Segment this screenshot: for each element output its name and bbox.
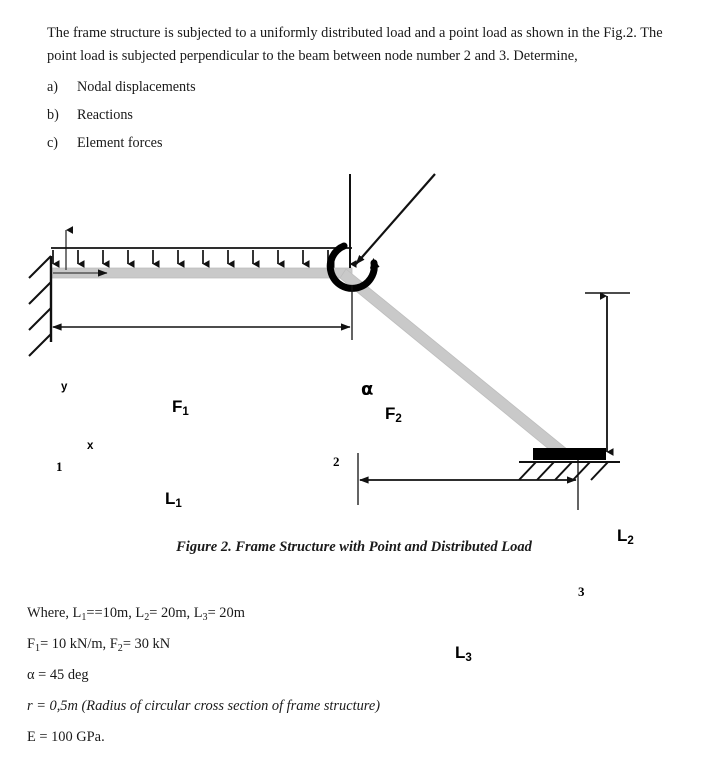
given-lengths-row: Where, $L_1==10m$, $L_2= 20m$, $L_3= 20m$ (27, 605, 245, 623)
distributed-load-F1 (51, 248, 352, 264)
requirement-text: Nodal displacements (77, 79, 196, 95)
requirement-text: Reactions (77, 107, 133, 123)
requirement-marker: c) (47, 135, 59, 151)
given-angle-row: α = 45 deg (27, 667, 89, 683)
fixed-support-node-1 (29, 256, 51, 356)
requirement-marker: b) (47, 107, 59, 123)
label-F1: $F_1$ (172, 397, 189, 418)
fixed-support-node-3 (519, 448, 620, 480)
requirement-item-b (47, 107, 447, 135)
label-L3: $L_3$ (455, 643, 472, 664)
label-L2: $L_2$ (617, 526, 634, 547)
member-2-3 (340, 269, 568, 459)
given-forces-row: $F_1= 10$ kN/m, $F_2= 30$ kN (27, 636, 171, 654)
node-label-1: 1 (56, 459, 63, 474)
given-modulus-row: E = 100 GPa. (27, 729, 105, 745)
node-label-3: 3 (578, 584, 585, 599)
figure-caption: Figure 2. Frame Structure with Point and Distributed Load (176, 539, 532, 555)
axis-label-y: y (61, 381, 68, 393)
frame-members (51, 268, 568, 459)
requirement-marker: a) (47, 79, 59, 95)
axis-label-x: x (87, 440, 94, 452)
problem-statement: The frame structure is subjected to a uniformly distributed load and a point load as shown in the Fig.2. The point load is subjected perpendicular to the beam between node number 2 and 3. Determine, (47, 25, 663, 64)
frame-diagram-svg (0, 160, 708, 530)
node-label-2: 2 (333, 454, 340, 469)
label-alpha: α (361, 379, 374, 400)
label-L1: $L_1$ (165, 489, 182, 510)
label-F2: $F_2$ (385, 404, 402, 425)
requirements-list (47, 79, 447, 163)
requirement-item-a (47, 79, 447, 107)
given-radius-row: r = 0,5m (Radius of circular cross section of frame structure) (27, 698, 381, 714)
given-values-block (27, 605, 677, 760)
coordinate-axes (53, 230, 107, 273)
dimension-L2 (585, 293, 630, 452)
requirement-text: Element forces (77, 135, 163, 151)
dimension-L1 (51, 280, 352, 340)
requirement-item-c (47, 135, 447, 163)
